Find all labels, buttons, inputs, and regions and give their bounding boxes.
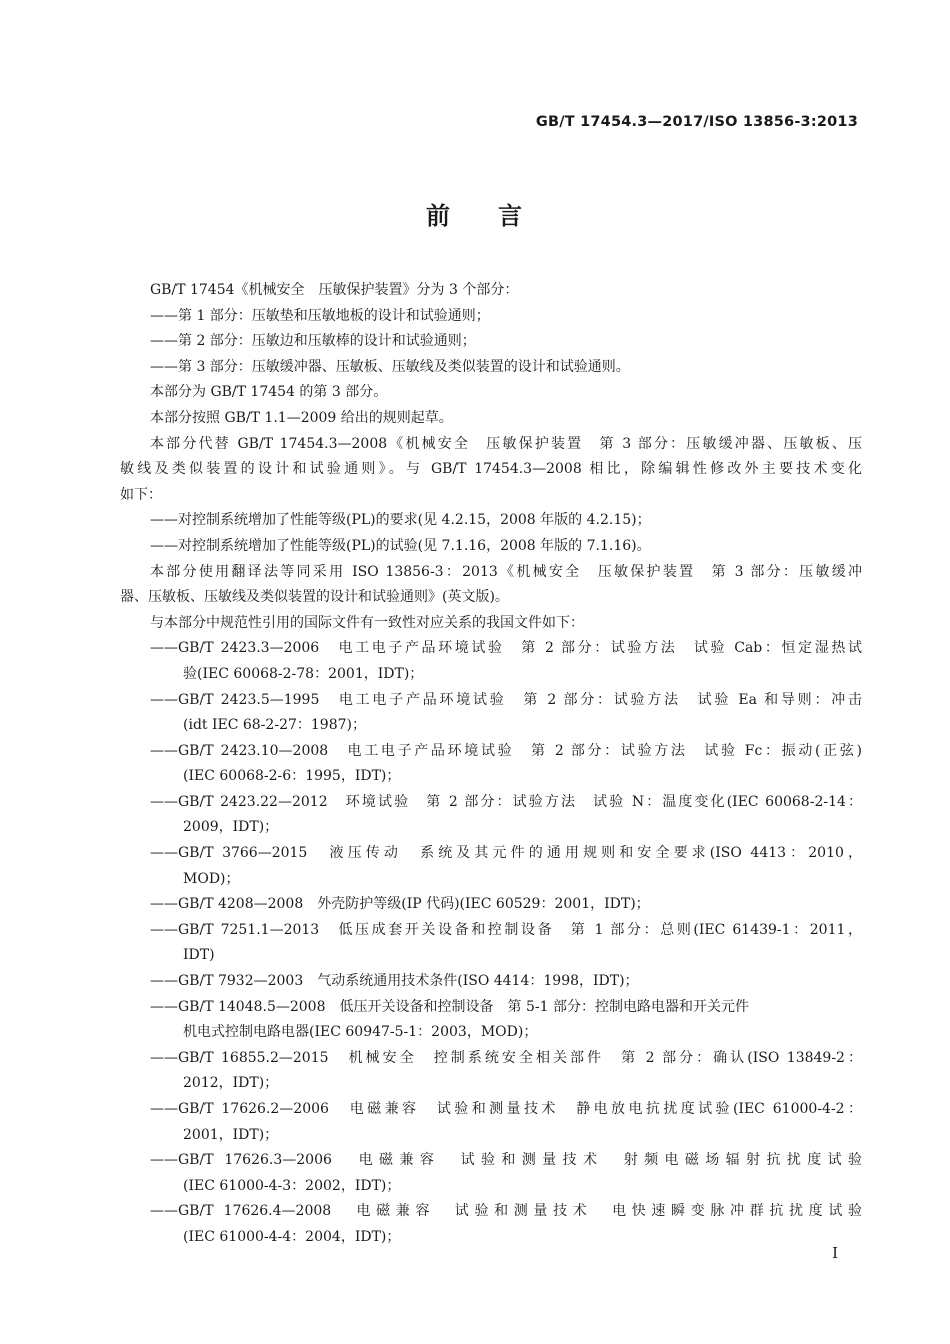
- text-line: 敏线及类似装置的设计和试验通则》。与 GB/T 17454.3—2008 相比，除编辑性修改外主要技术变化: [120, 461, 862, 478]
- text-line: GB/T 17454《机械安全 压敏保护装置》分为 3 个部分：: [150, 282, 519, 298]
- list-item: ——第 2 部分：压敏边和压敏棒的设计和试验通则；: [150, 333, 476, 350]
- text-line: 如下：: [120, 486, 162, 503]
- list-item: ——GB/T 17626.2—2006 电磁兼容 试验和测量技术 静电放电抗扰度试验(IEC 61000-4-2：: [150, 1101, 862, 1117]
- list-item-continuation: 2009，IDT)；: [183, 819, 279, 836]
- list-item: ——GB/T 16855.2—2015 机械安全 控制系统安全相关部件 第 2 部分：确认(ISO 13849-2：: [150, 1049, 862, 1066]
- text-line: 本部分代替 GB/T 17454.3—2008《机械安全 压敏保护装置 第 3 部分：压敏缓冲器、压敏板、压: [150, 435, 862, 452]
- list-item: ——第 3 部分：压敏缓冲器、压敏板、压敏线及类似装置的设计和试验通则。: [150, 358, 630, 375]
- list-item: ——GB/T 14048.5—2008 低压开关设备和控制设备 第 5-1 部分：控制电路电器和开关元件: [150, 998, 749, 1015]
- standard-code-header: GB/T 17454.3—2017/ISO 13856-3:2013: [535, 114, 858, 130]
- list-item-continuation: 机电式控制电路电器(IEC 60947-5-1：2003，MOD)；: [183, 1024, 538, 1041]
- title-char-2: 言: [498, 202, 524, 230]
- list-item-continuation: (IEC 61000-4-4：2004，IDT)；: [183, 1228, 401, 1245]
- list-item-continuation: 验(IEC 60068-2-78：2001，IDT)；: [183, 665, 424, 682]
- list-item: ——GB/T 17626.3—2006 电磁兼容 试验和测量技术 射频电磁场辐射抗扰度试验: [150, 1152, 862, 1169]
- list-item: ——GB/T 17626.4—2008 电磁兼容 试验和测量技术 电快速瞬变脉冲群抗扰度试验: [150, 1203, 862, 1220]
- list-item: ——对控制系统增加了性能等级(PL)的试验(见 7.1.16，2008 年版的 7.1.16)。: [150, 537, 651, 554]
- list-item: ——GB/T 7932—2003 气动系统通用技术条件(ISO 4414：1998，IDT)；: [150, 973, 639, 990]
- text-line: 本部分使用翻译法等同采用 ISO 13856-3：2013《机械安全 压敏保护装置 第 3 部分：压敏缓冲: [150, 563, 862, 580]
- title-char-1: 前: [426, 202, 452, 230]
- text-line: 本部分按照 GB/T 1.1—2009 给出的规则起草。: [150, 409, 453, 426]
- list-item-continuation: 2012，IDT)；: [183, 1075, 279, 1092]
- text-line: 本部分为 GB/T 17454 的第 3 部分。: [150, 384, 388, 401]
- list-item: ——GB/T 2423.10—2008 电工电子产品环境试验 第 2 部分：试验方法 试验 Fc：振动(正弦): [150, 742, 862, 759]
- list-item: ——对控制系统增加了性能等级(PL)的要求(见 4.2.15，2008 年版的 4.2.15)；: [150, 512, 651, 529]
- list-item: ——GB/T 3766—2015 液压传动 系统及其元件的通用规则和安全要求(ISO 4413：2010，: [150, 845, 862, 862]
- list-item: ——GB/T 2423.5—1995 电工电子产品环境试验 第 2 部分：试验方法 试验 Ea 和导则：冲击: [150, 691, 862, 708]
- list-item: ——第 1 部分：压敏垫和压敏地板的设计和试验通则；: [150, 307, 490, 324]
- list-item: ——GB/T 4208—2008 外壳防护等级(IP 代码)(IEC 60529：2001，IDT)；: [150, 896, 650, 913]
- text-line: 器、压敏板、压敏线及类似装置的设计和试验通则》(英文版)。: [120, 589, 509, 606]
- list-item: ——GB/T 7251.1—2013 低压成套开关设备和控制设备 第 1 部分：总则(IEC 61439-1：2011，: [150, 921, 862, 938]
- list-item-continuation: MOD)；: [183, 870, 240, 887]
- text-line: 与本部分中规范性引用的国际文件有一致性对应关系的我国文件如下：: [150, 614, 584, 631]
- list-item-continuation: (idt IEC 68-2-27：1987)；: [183, 717, 366, 734]
- list-item-continuation: (IEC 60068-2-6：1995，IDT)；: [183, 768, 401, 785]
- list-item: ——GB/T 2423.3—2006 电工电子产品环境试验 第 2 部分：试验方法 试验 Cab：恒定湿热试: [150, 640, 862, 657]
- page-number: I: [832, 1244, 838, 1262]
- list-item-continuation: 2001，IDT)；: [183, 1126, 279, 1143]
- foreword-body: [120, 278, 862, 1251]
- page-title: [0, 196, 950, 231]
- list-item-continuation: IDT): [183, 947, 215, 964]
- list-item-continuation: (IEC 61000-4-3：2002，IDT)；: [183, 1177, 401, 1194]
- list-item: ——GB/T 2423.22—2012 环境试验 第 2 部分：试验方法 试验 N：温度变化(IEC 60068-2-14：: [150, 793, 862, 810]
